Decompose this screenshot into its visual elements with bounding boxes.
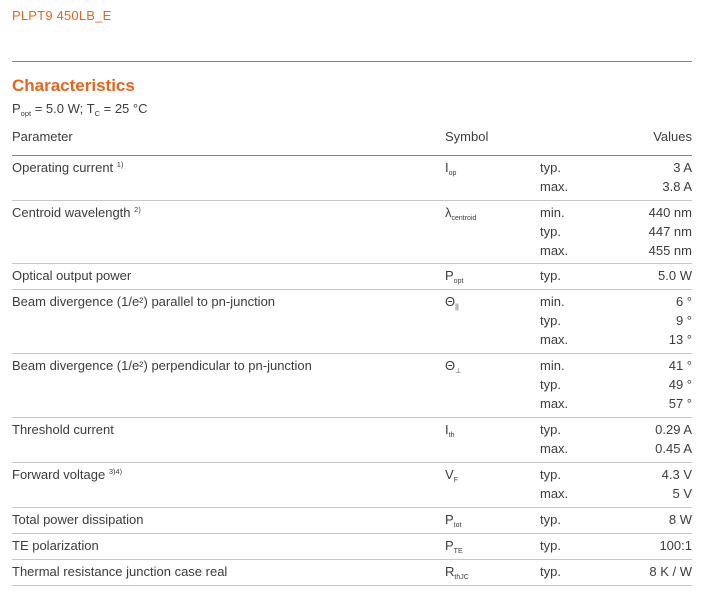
parameter-label: Forward voltage [12, 467, 106, 482]
parameter-name [12, 564, 227, 579]
table-row [12, 508, 692, 534]
value-qualifier: typ. [540, 538, 561, 553]
section-title: Characteristics [12, 76, 135, 95]
value-qualifier: min. typ. max. [540, 294, 569, 347]
table-row [12, 463, 692, 508]
table-row [12, 534, 692, 560]
value: 8 K / W [649, 564, 692, 579]
table-row [12, 201, 692, 264]
value: 6 ° 9 ° 13 ° [668, 294, 692, 347]
characteristics-table [0, 156, 718, 586]
value: 5.0 W [658, 268, 692, 283]
value: 41 ° 49 ° 57 ° [668, 358, 692, 411]
column-header-symbol: Symbol [445, 129, 489, 144]
footnote-ref: 3)4) [108, 467, 123, 476]
value: 100:1 [659, 538, 692, 553]
parameter-name [12, 512, 144, 527]
value: 8 W [668, 512, 692, 527]
parameter-name [12, 268, 131, 283]
parameter-label: Total power dissipation [12, 512, 144, 527]
parameter-label: Beam divergence (1/e²) perpendicular to pn-junction [12, 358, 312, 373]
symbol: $P_{TE}$ [445, 538, 463, 555]
value-qualifier: typ. max. [540, 467, 569, 501]
value: 4.3 V 5 V [661, 467, 692, 501]
symbol: $\Theta_{||}$ [445, 294, 459, 311]
parameter-name [12, 358, 312, 373]
value: 440 nm 447 nm 455 nm [648, 205, 692, 258]
parameter-name [12, 205, 141, 220]
table-row [12, 264, 692, 290]
column-header-parameter: Parameter [12, 129, 73, 144]
value-qualifier: typ. [540, 564, 561, 579]
value-qualifier: min. typ. max. [540, 205, 569, 258]
column-header-values: Values [653, 129, 692, 144]
table-row [12, 560, 692, 586]
footnote-ref: 1) [116, 160, 124, 169]
parameter-label: Beam divergence (1/e²) parallel to pn-junction [12, 294, 276, 309]
symbol: $I_{op}$ [445, 160, 457, 177]
parameter-name [12, 294, 275, 309]
symbol: $R_{thJC}$ [445, 564, 469, 581]
parameter-label: Thermal resistance junction case real [12, 564, 228, 579]
table-row [12, 290, 692, 354]
parameter-label: TE polarization [12, 538, 99, 553]
value-qualifier: min. typ. max. [540, 358, 569, 411]
symbol: $I_{th}$ [445, 422, 455, 439]
value: 3 A 3.8 A [662, 160, 692, 194]
value-qualifier: typ. max. [540, 160, 569, 194]
table-row [12, 156, 692, 201]
parameter-label: Centroid wavelength [12, 205, 131, 220]
value-qualifier: typ. [540, 268, 561, 283]
symbol: $\Theta_\perp$ [445, 358, 462, 375]
test-conditions: $P_{opt} = 5.0$ W; $T_C = 25$ °C [12, 101, 148, 118]
product-name: PLPT9 450LB_E [12, 8, 112, 23]
parameter-label: Operating current [12, 160, 114, 175]
parameter-label: Threshold current [12, 422, 114, 437]
value-qualifier: typ. [540, 512, 561, 527]
symbol: $V_F$ [445, 467, 458, 484]
table-row [12, 418, 692, 463]
value: 0.29 A 0.45 A [655, 422, 692, 456]
parameter-name [12, 422, 114, 437]
parameter-name [12, 160, 123, 175]
footnote-ref: 2) [134, 205, 141, 214]
symbol: $\lambda_{centroid}$ [445, 205, 477, 222]
parameter-name [12, 538, 99, 553]
value-qualifier: typ. max. [540, 422, 569, 456]
parameter-name [12, 467, 122, 482]
table-row [12, 354, 692, 418]
parameter-label: Optical output power [12, 268, 132, 283]
header-divider [12, 61, 692, 62]
symbol: $P_{tot}$ [445, 512, 462, 529]
symbol: $P_{opt}$ [445, 268, 464, 285]
